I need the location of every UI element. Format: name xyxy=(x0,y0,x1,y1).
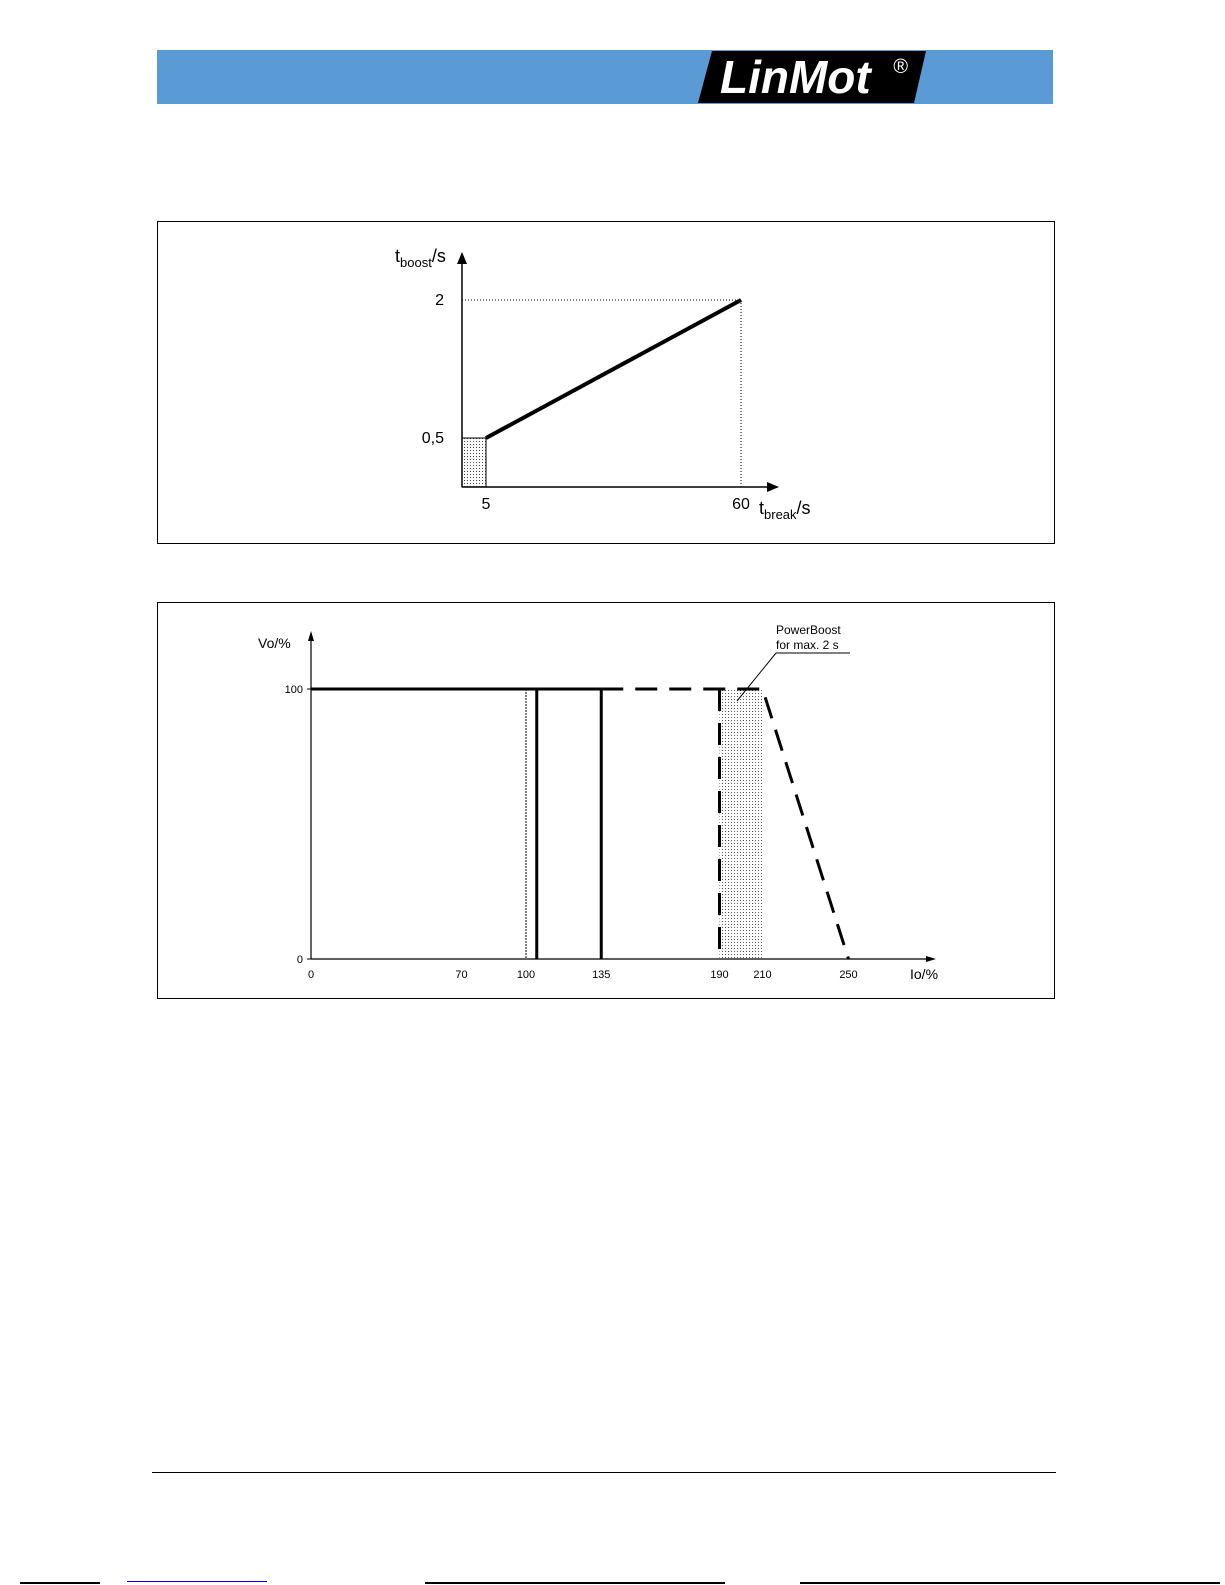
logo-registered-mark: ® xyxy=(893,56,908,78)
powerboost-annotation-line-1: PowerBoost xyxy=(776,623,841,637)
y-axis-arrow xyxy=(308,631,314,641)
powerboost-annotation-line-2: for max. 2 s xyxy=(776,638,839,652)
x-tick-label-5: 190 xyxy=(710,969,729,981)
linmot-logo xyxy=(690,48,930,106)
y-axis-label: Vo/% xyxy=(258,635,291,651)
derating-chart xyxy=(157,602,1055,999)
footer-rule xyxy=(152,1472,1056,1473)
x-tick-label-2: 70 xyxy=(455,969,468,981)
derating-line-1 xyxy=(311,689,601,959)
logo-text: LinMot xyxy=(720,51,871,103)
powerboost-region xyxy=(720,689,763,959)
shaded-region xyxy=(462,438,486,487)
footer-fragment-2 xyxy=(425,1582,725,1584)
x-axis-arrow xyxy=(767,482,779,492)
y-axis-label: $t_{boost}/s$ xyxy=(395,246,446,270)
footer-fragment-1 xyxy=(20,1582,100,1584)
x-tick-label-7: 250 xyxy=(839,969,858,981)
boost-time-chart xyxy=(157,221,1055,544)
y-tick-label-2: 2 xyxy=(435,292,444,309)
y-tick-label-1: 0,5 xyxy=(421,430,444,447)
x-tick-label-2: 60 xyxy=(732,496,750,513)
x-tick-label-6: 210 xyxy=(753,969,772,981)
y-axis-arrow xyxy=(457,252,467,264)
x-tick-label-3: 100 xyxy=(516,969,536,981)
x-tick-label-4: 135 xyxy=(592,969,611,981)
y-tick-label-1: 0 xyxy=(296,954,303,966)
x-tick-label-1: 0 xyxy=(307,969,315,981)
footer-fragment-3 xyxy=(800,1582,1220,1584)
x-axis-label: Io/% xyxy=(910,966,939,982)
x-axis-arrow xyxy=(926,956,936,962)
x-tick-label-1: 5 xyxy=(481,496,491,513)
x-axis-label: $t_{break}/s$ xyxy=(759,498,811,522)
footer-link-underline xyxy=(127,1581,267,1582)
boost-time-chart-svg xyxy=(158,222,1054,543)
boost-line-1 xyxy=(486,300,741,438)
y-tick-label-2: 100 xyxy=(284,684,303,696)
derating-chart-svg xyxy=(158,603,1054,998)
